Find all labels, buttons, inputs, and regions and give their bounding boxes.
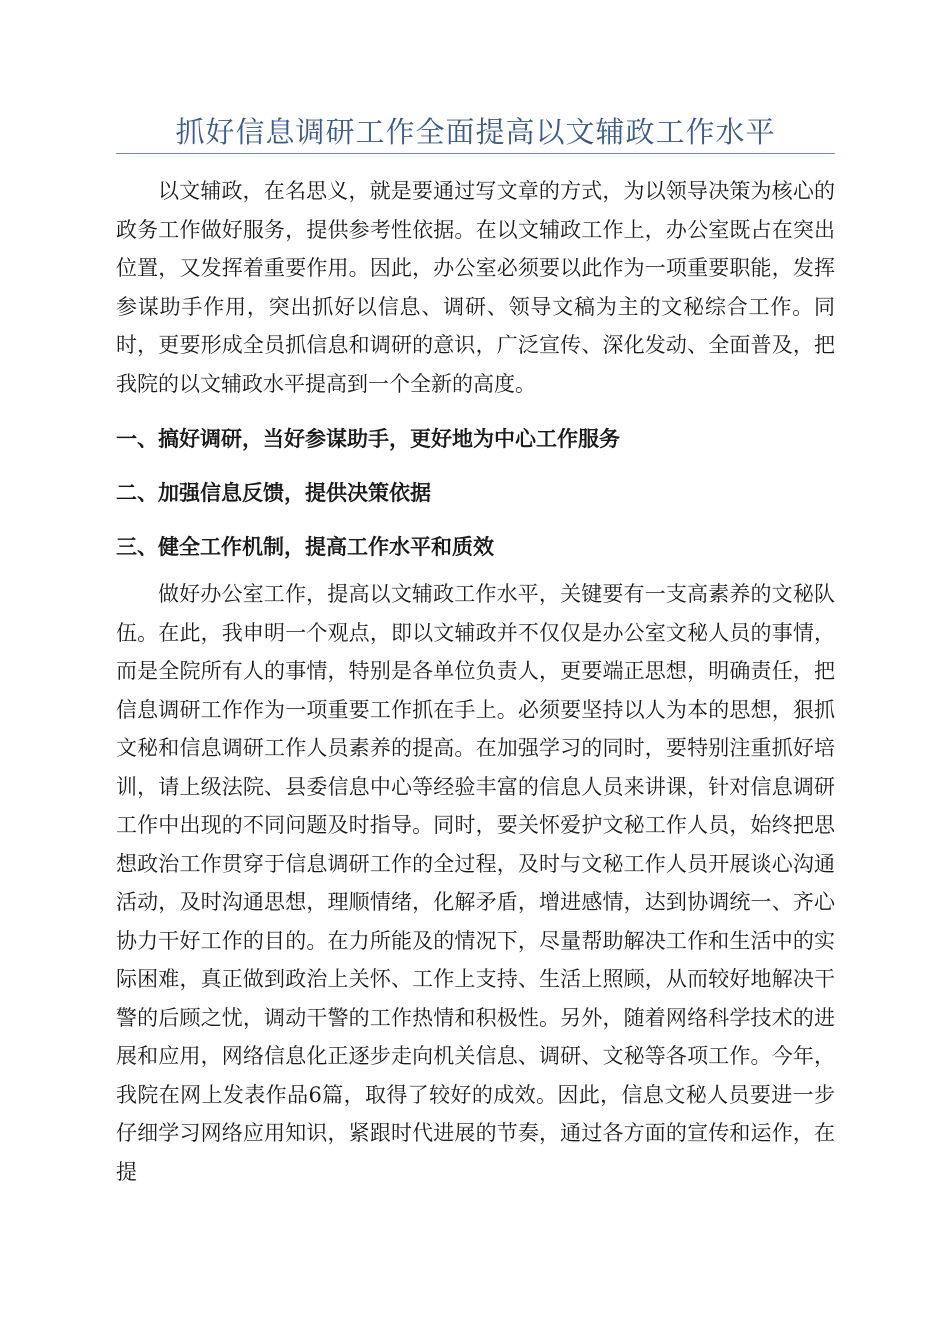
page-title: 抓好信息调研工作全面提高以文辅政工作水平 [175,115,776,149]
body-paragraph: 做好办公室工作，提高以文辅政工作水平，关键要有一支高素养的文秘队伍。在此，我申明一个观点，即以文辅政并不仅仅是办公室文秘人员的事情，而是全院所有人的事情，特别是各单位负责人，更要端正思想，明确责任，把信息调研工作作为一项重要工作抓在手上。必须要坚持以人为本的思想，狠抓文秘和信息调研工作人员素养的提高。在加强学习的同时，要特别注重抓好培训，请上级法院、县委信息中心等经验丰富的信息人员来讲课，针对信息调研工作中出现的不同问题及时指导。同时，要关怀爱护文秘工作人员，始终把思想政治工作贯穿于信息调研工作的全过程，及时与文秘工作人员开展谈心沟通活动，及时沟通思想，理顺情绪，化解矛盾，增进感情，达到协调统一、齐心协力干好工作的目的。在力所能及的情况下，尽量帮助解决工作和生活中的实际困难，真正做到政治上关怀、工作上支持、生活上照顾，从而较好地解决干警的后顾之忧，调动干警的工作热情和积极性。另外，随着网络科学技术的进展和应用，网络信息化正逐步走向机关信息、调研、文秘等各项工作。今年，我院在网上发表作品6篇，取得了较好的成效。因此，信息文秘人员要进一步仔细学习网络应用知识，紧跟时代进展的节奏，通过各方面的宣传和运作，在提 [116,582,835,1184]
title-underline [116,153,835,154]
section-heading-1: 一、搞好调研，当好参谋助手，更好地为中心工作服务 [116,427,620,451]
section-heading-2: 二、加强信息反馈，提供决策依据 [116,481,431,505]
section-heading-3: 三、健全工作机制，提高工作水平和质效 [116,535,494,559]
intro-paragraph: 以文辅政，在名思义，就是要通过写文章的方式，为以领导决策为核心的政务工作做好服务，提供参考性依据。在以文辅政工作上，办公室既占在突出位置，又发挥着重要作用。因此，办公室必须要以此作为一项重要职能，发挥参谋助手作用，突出抓好以信息、调研、领导文稿为主的文秘综合工作。同时，更要形成全员抓信息和调研的意识，广泛宣传、深化发动、全面普及，把我院的以文辅政水平提高到一个全新的高度。 [116,179,835,396]
